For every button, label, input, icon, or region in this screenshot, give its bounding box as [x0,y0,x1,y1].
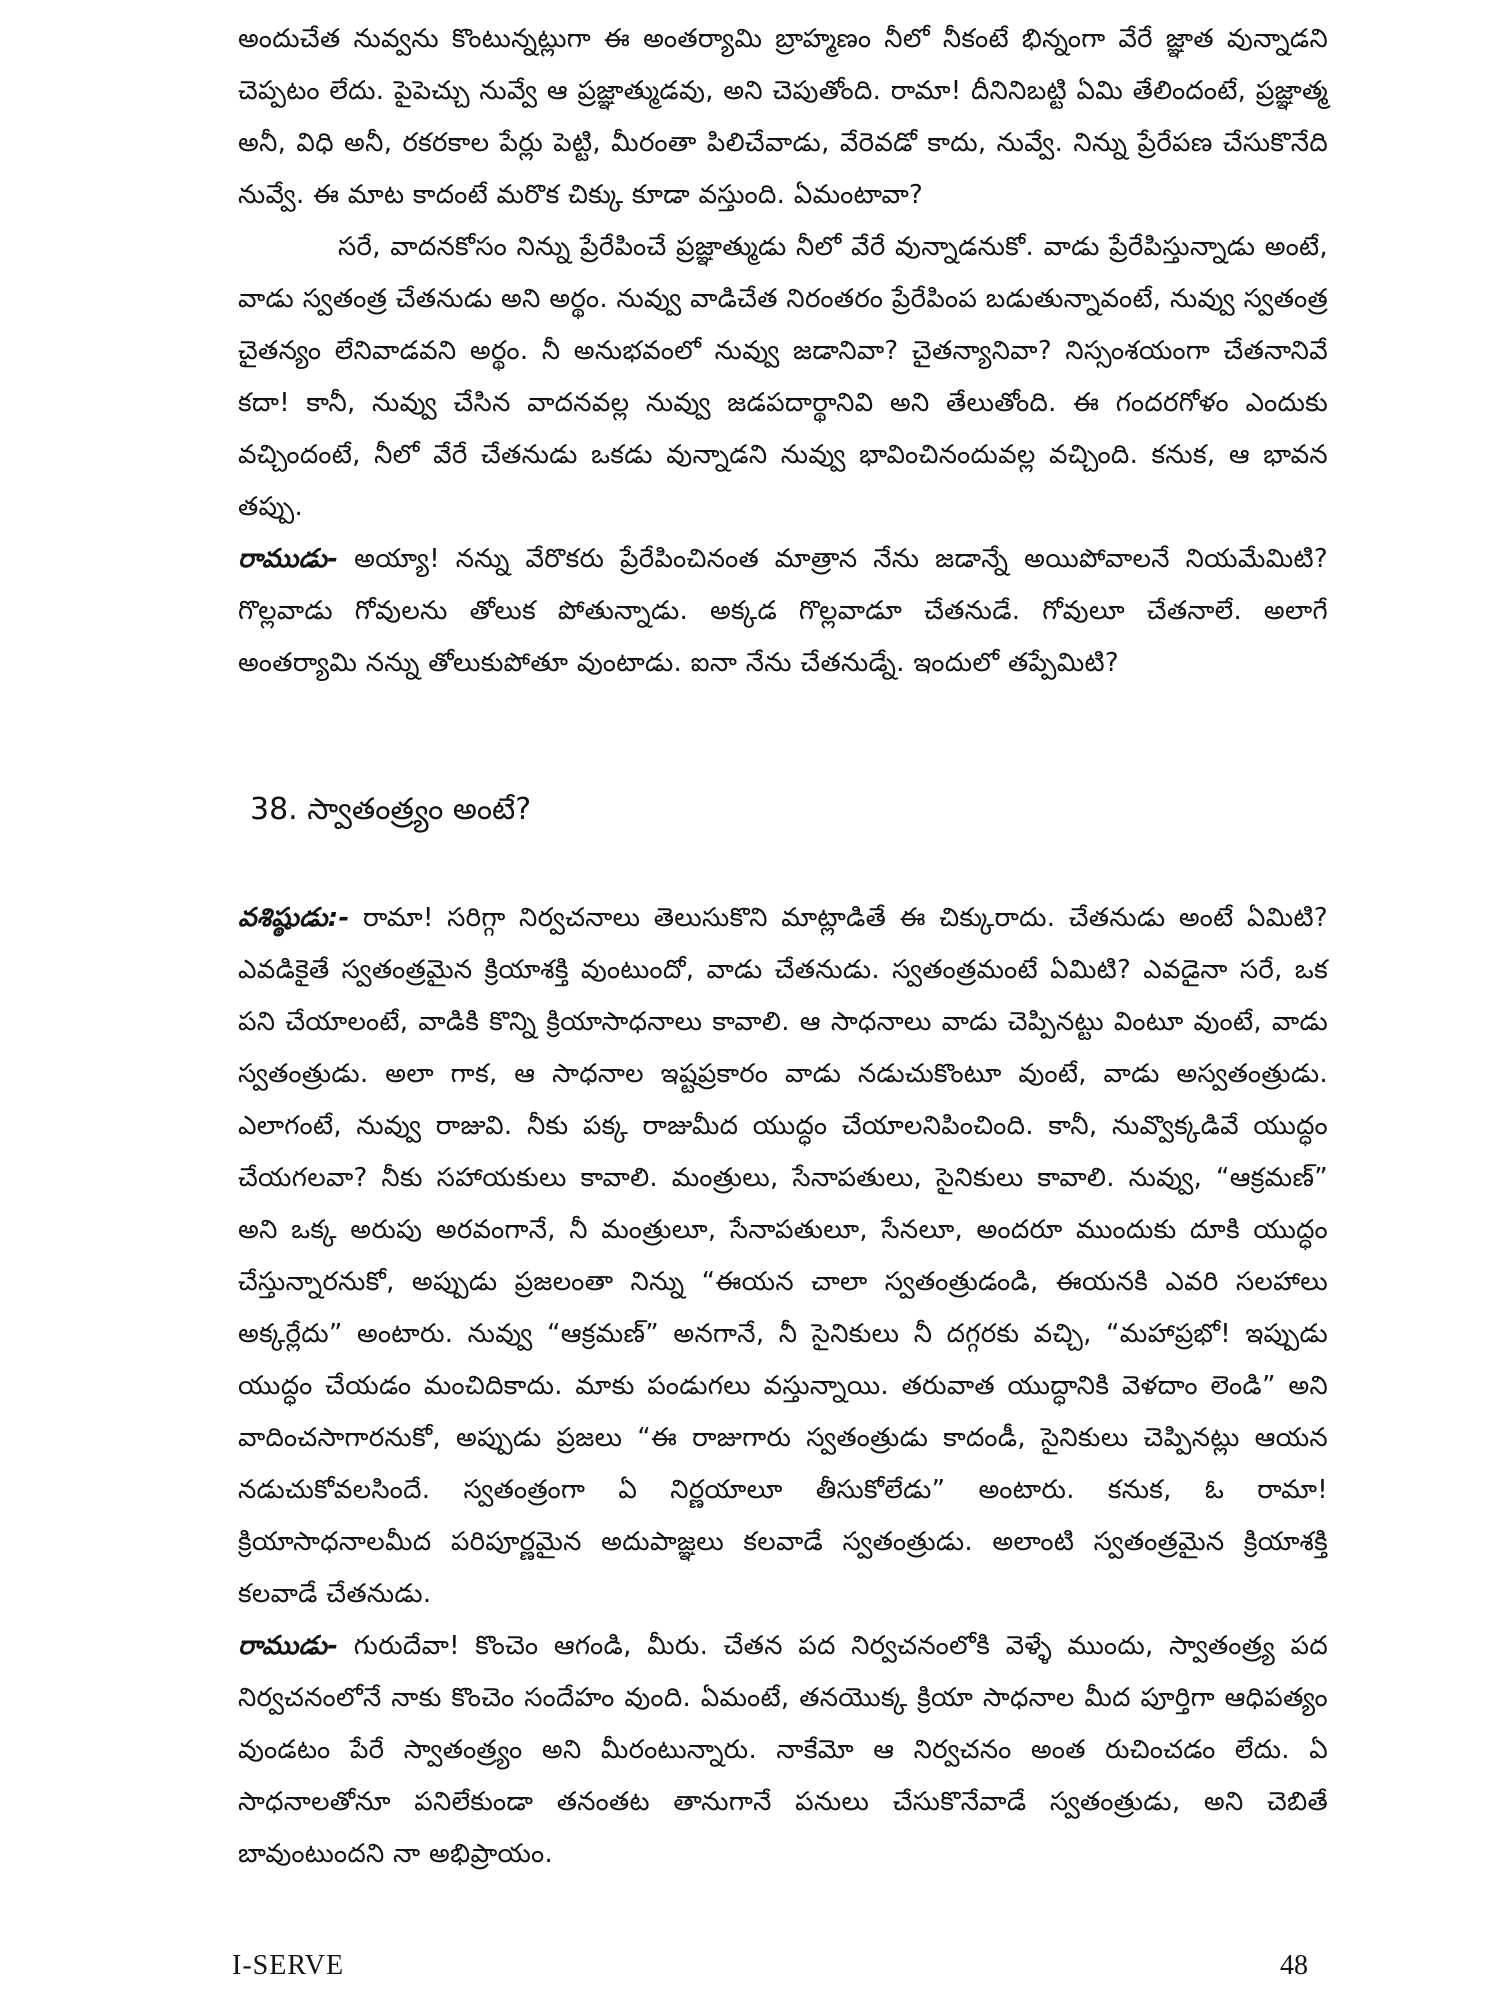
speaker-vasishta: వశిష్ఠుడు:- [238,903,350,933]
speaker-rama-2: రాముడు- [238,1631,339,1661]
footer-publisher: I-SERVE [232,1950,345,1981]
paragraph-5-text: గురుదేవా! కొంచెం ఆగండి, మీరు. చేతన పద నిర్వచనంలోకి వెళ్ళే ముందు, స్వాతంత్ర్య పద నిర్వచనంలోనే నాకు కొంచెం సందేహం వుంది. ఏమంటే, తనయొక్క క్రియా సాధనాల మీద పూర్తిగా ఆధిపత్యం వుండటం పేరే స్వాతంత్ర్యం అని మీరంటున్నారు. నాకేమో ఆ నిర్వచనం అంత రుచించడం లేదు. ఏ సాధనాలతోనూ పనిలేకుండా తనంతట తానుగానే పనులు చేసుకొనేవాడే స్వతంత్రుడు, అని చెబితే బావుంటుందని నా అభిప్రాయం. [238,1631,1328,1869]
paragraph-3-text: అయ్యా! నన్ను వేరొకరు ప్రేరేపించినంత మాత్రాన నేను జడాన్నే అయిపోవాలనే నియమేమిటి? గొల్లవాడు గోవులను తోలుక పోతున్నాడు. అక్కడ గొల్లవాడూ చేతనుడే. గోవులూ చేతనాలే. అలాగే అంతర్యామి నన్ను తోలుకుపోతూ వుంటాడు. ఐనా నేను చేతనుడ్నే. ఇందులో తప్పేమిటి? [238,544,1328,678]
speaker-rama: రాముడు- [238,544,339,574]
paragraph-1: అందుచేత నువ్వను కొంటున్నట్లుగా ఈ అంతర్యామి బ్రాహ్మణం నీలో నీకంటే భిన్నంగా వేరే జ్ఞాత వున్నాడని చెప్పటం లేదు. పైపెచ్చు నువ్వే ఆ ప్రజ్ఞాత్ముడవు, అని చెపుతోంది. రామా! దీనినిబట్టి ఏమి తేలిందంటే, ప్రజ్ఞాత్మ అనీ, విధి అనీ, రకరకాల పేర్లు పెట్టి, మీరంతా పిలిచేవాడు, వేరెవడో కాదు, నువ్వే. నిన్ను ప్రేరేపణ చేసుకొనేది నువ్వే. ఈ మాట కాదంటే మరొక చిక్కు కూడా వస్తుంది. ఏమంటావా? [238,24,1328,210]
paragraph-4 [238,892,1328,1620]
paragraph-3 [238,533,1328,689]
page-number: 48 [1280,1950,1308,1981]
section-heading: 38. స్వాతంత్ర్యం అంటే? [250,792,532,827]
paragraph-2: సరే, వాదనకోసం నిన్ను ప్రేరేపించే ప్రజ్ఞాత్ముడు నీలో వేరే వున్నాడనుకో. వాడు ప్రేరేపిస్తున్నాడు అంటే, వాడు స్వతంత్ర చేతనుడు అని అర్థం. నువ్వు వాడిచేత నిరంతరం ప్రేరేపింప బడుతున్నావంటే, నువ్వు స్వతంత్ర చైతన్యం లేనివాడవని అర్థం. నీ అనుభవంలో నువ్వు జడానివా? చైతన్యానివా? నిస్సంశయంగా చేతనానివే కదా! కానీ, నువ్వు చేసిన వాదనవల్ల నువ్వు జడపదార్థానివి అని తేలుతోంది. ఈ గందరగోళం ఎందుకు వచ్చిందంటే, నీలో వేరే చేతనుడు ఒకడు వున్నాడని నువ్వు భావించినందువల్ల వచ్చింది. కనుక, ఆ భావన తప్పు. [238,232,1328,522]
paragraph-4-text: రామా! సరిగ్గా నిర్వచనాలు తెలుసుకొని మాట్లాడితే ఈ చిక్కురాదు. చేతనుడు అంటే ఏమిటి? ఎవడికైతే స్వతంత్రమైన క్రియాశక్తి వుంటుందో, వాడు చేతనుడు. స్వతంత్రమంటే ఏమిటి? ఎవడైనా సరే, ఒక పని చేయాలంటే, వాడికి కొన్ని క్రియాసాధనాలు కావాలి. ఆ సాధనాలు వాడు చెప్పినట్టు వింటూ వుంటే, వాడు స్వతంత్రుడు. అలా గాక, ఆ సాధనాల ఇష్టప్రకారం వాడు నడుచుకొంటూ వుంటే, వాడు అస్వతంత్రుడు. ఎలాగంటే, నువ్వు రాజువి. నీకు పక్క రాజుమీద యుద్ధం చేయాలనిపించింది. కానీ, నువ్వొక్కడివే యుద్ధం చేయగలవా? నీకు సహాయకులు కావాలి. మంత్రులు, సేనాపతులు, సైనికులు కావాలి. నువ్వు, “ఆక్రమణ్” అని ఒక్క అరుపు అరవంగానే, నీ మంత్రులూ, సేనాపతులూ, సేనలూ, అందరూ ముందుకు దూకి యుద్ధం చేస్తున్నారనుకో, అప్పుడు ప్రజలంతా నిన్ను “ఈయన చాలా స్వతంత్రుడండి, ఈయనకి ఎవరి సలహాలు అక్కర్లేదు” అంటారు. నువ్వు “ఆక్రమణ్” అనగానే, నీ సైనికులు నీ దగ్గరకు వచ్చి, “మహాప్రభో! ఇప్పుడు యుద్ధం చేయడం మంచిదికాదు. మాకు పండుగలు వస్తున్నాయి. తరువాత యుద్ధానికి వెళదాం లెండి” అని వాదించసాగారనుకో, అప్పుడు ప్రజలు “ఈ రాజుగారు స్వతంత్రుడు కాదండీ, సైనికులు చెప్పినట్లు ఆయన నడుచుకోవలసిందే. స్వతంత్రంగా ఏ నిర్ణయాలూ తీసుకోలేడు” అంటారు. కనుక, ఓ రామా! క్రియాసాధనాలమీద పరిపూర్ణమైన అదుపాజ్ఞలు కలవాడే స్వతంత్రుడు. అలాంటి స్వతంత్రమైన క్రియాశక్తి కలవాడే చేతనుడు. [238,903,1329,1609]
paragraph-5 [238,1620,1328,1880]
